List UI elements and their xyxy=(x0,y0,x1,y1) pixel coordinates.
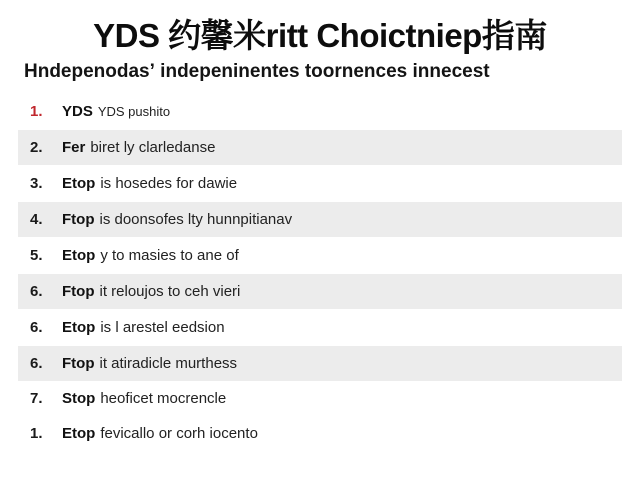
list-item-text: heoficet mocrencle xyxy=(100,390,227,407)
list-item-keyword: Etop xyxy=(62,425,96,442)
list-item-text: is hosedes for dawie xyxy=(100,175,238,192)
numbered-list xyxy=(18,93,622,451)
list-item-text: is l arestel eedsion xyxy=(100,319,225,336)
list-item-keyword: Etop xyxy=(62,247,96,264)
list-item-text: it reloujos to ceh vieri xyxy=(99,283,241,300)
list-item-number: 4. xyxy=(30,211,43,228)
list-item-keyword: YDS xyxy=(62,103,93,120)
list-item-keyword: Etop xyxy=(62,175,96,192)
list-item xyxy=(18,273,622,309)
list-item-keyword: Etop xyxy=(62,319,96,336)
page-subtitle: Hndepenodasʼ indepeninentes toornences innecest xyxy=(24,61,490,82)
list-item xyxy=(18,93,622,129)
list-item-text: YDS pushito xyxy=(97,104,171,119)
list-item xyxy=(18,165,622,201)
list-item xyxy=(18,345,622,381)
list-item-number: 6. xyxy=(30,319,43,336)
list-item xyxy=(18,415,622,451)
list-item-number: 7. xyxy=(30,390,43,407)
list-item-number: 1. xyxy=(30,103,43,120)
list-item-keyword: Ftop xyxy=(62,355,95,372)
list-item-text: fevicallo or corh iocento xyxy=(100,425,258,442)
list-item xyxy=(18,381,622,415)
list-item-number: 6. xyxy=(30,355,43,372)
list-item xyxy=(18,237,622,273)
list-item-keyword: Ftop xyxy=(62,283,95,300)
list-item xyxy=(18,201,622,237)
list-item xyxy=(18,309,622,345)
list-item-text: it atiradicle murthess xyxy=(99,355,238,372)
list-item-number: 6. xyxy=(30,283,43,300)
list-item-number: 3. xyxy=(30,175,43,192)
list-item-number: 5. xyxy=(30,247,43,264)
list-item-keyword: Ftop xyxy=(62,211,95,228)
page-title: YDS 约馨米ritt Choictniep指南 xyxy=(93,17,547,54)
list-item-text: y to masies to ane of xyxy=(100,247,239,264)
list-item-text: biret ly clarledanse xyxy=(90,139,216,156)
list-item xyxy=(18,129,622,165)
list-item-number: 2. xyxy=(30,139,43,156)
list-item-keyword: Fer xyxy=(62,139,86,156)
list-item-text: is doonsofes lty hunnpitianav xyxy=(99,211,293,228)
list-item-number: 1. xyxy=(30,425,43,442)
list-item-keyword: Stop xyxy=(62,390,96,407)
